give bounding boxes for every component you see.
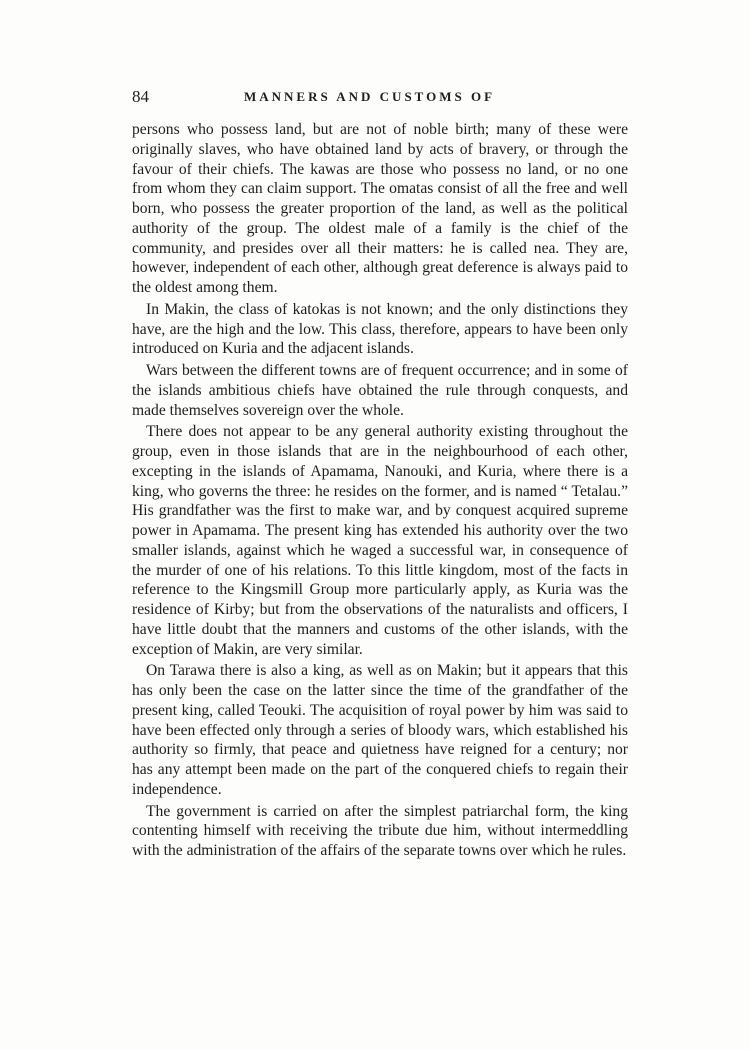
paragraph-continued: persons who possess land, but are not of noble birth; many of these were originally slaves, who have obtained land by acts of bravery, or through the favour of their chiefs. The kawas are those who possess no land, or no one from whom they can claim support. The omatas consist of all the free and well born, who possess the greater proportion of the land, as well as the political authority of the group. The oldest male of a family is the chief of the community, and presides over all their matters: he is called nea. They are, however, independent of each other, although great deference is always paid to the oldest among them. — [132, 121, 628, 296]
paragraph-makin-classes: In Makin, the class of katokas is not known; and the only distinctions they have, are the high and the low. This class, therefore, appears to have been only introduced on Kuria and the adjacent islands. — [132, 300, 628, 358]
page-number: 84 — [132, 87, 149, 106]
paragraph-wars: Wars between the different towns are of frequent occurrence; and in some of the islands ambitious chiefs have obtained the rule through conquests, and made themselves sovereign over the whole. — [132, 362, 628, 419]
running-head — [132, 85, 640, 109]
body-text — [132, 120, 628, 861]
paragraph-tarawa: On Tarawa there is also a king, as well as on Makin; but it appears that this has only been the case on the latter since the time of the grandfather of the present king, called Teouki. The acquisition of royal power by him was said to have been effected only through a series of bloody wars, which established his authority so firmly, that peace and quietness have reigned for a century; nor has any attempt been made on the part of the conquered chiefs to regain their independence. — [132, 662, 628, 798]
paragraph-authority: There does not appear to be any general authority existing throughout the group, even in those islands that are in the neighbourhood of each other, excepting in the islands of Apamama, Nanouki, and Kuria, where there is a king, who governs the three: he resides on the former, and is named “ Tetalau.” His grandfather was the first to make war, and by conquest acquired supreme power in Apamama. The present king has extended his authority over the two smaller islands, against which he waged a successful war, in consequence of the murder of one of his relations. To this little kingdom, most of the facts in reference to the Kingsmill Group more particularly apply, as Kuria was the residence of Kirby; but from the observations of the naturalists and officers, I have little doubt that the manners and customs of the other islands, with the exception of Makin, are very similar. — [132, 423, 628, 658]
paragraph-government: The government is carried on after the simplest patriarchal form, the king contenting himself with receiving the tribute due him, without intermeddling with the administration of the affairs of the separate towns over which he rules. — [132, 802, 628, 859]
running-title: MANNERS AND CUSTOMS OF — [244, 89, 496, 104]
